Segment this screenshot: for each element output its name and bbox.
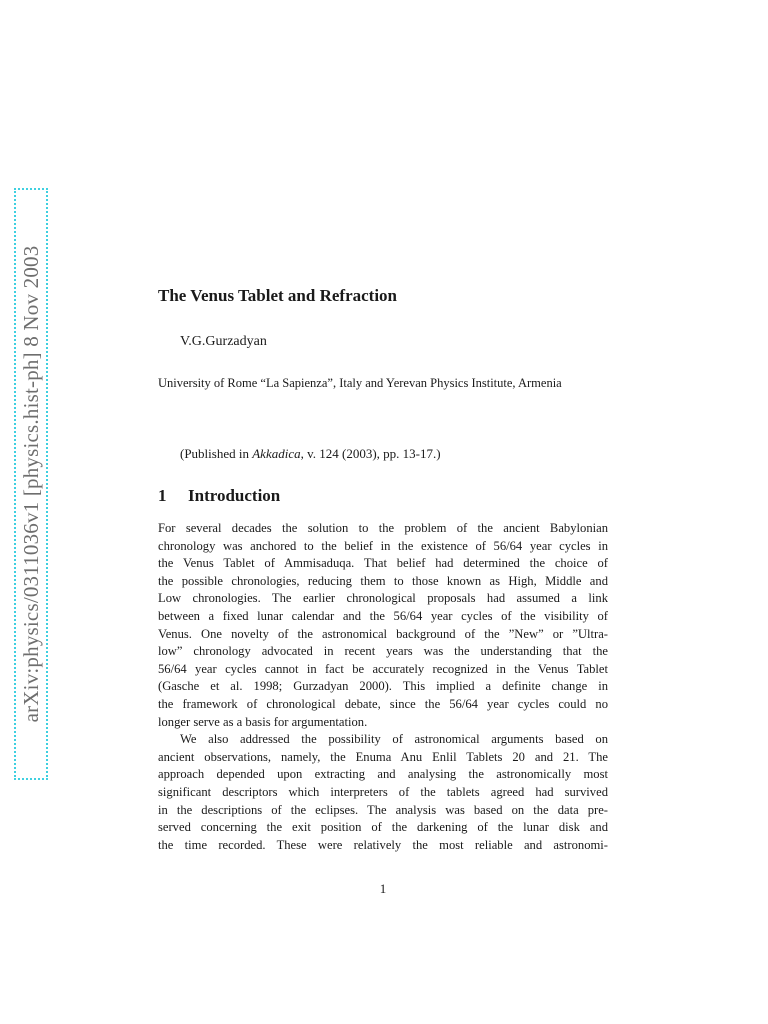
text-line: the Venus Tablet of Ammisaduqa. That belief had determined the choice of <box>158 556 608 571</box>
page-number: 1 <box>379 881 387 896</box>
text-line: low” chronology advocated in recent years was the understanding that the <box>158 644 608 659</box>
text-line: chronology was anchored to the belief in the existence of 56/64 year cycles in <box>158 538 608 553</box>
text-line: ancient observations, namely, the Enuma Anu Enlil Tablets 20 and 21. The <box>158 749 608 764</box>
paragraph-2 <box>158 731 608 854</box>
text-line: the time recorded. These were relatively the most reliable and astronomi- <box>158 837 608 852</box>
text-line: between a fixed lunar calendar and the 56/64 year cycles of the visibility of <box>158 608 608 623</box>
text-line: approach depended upon extracting and analysing the astronomically most <box>158 767 608 782</box>
text-line: in the descriptions of the eclipses. The analysis was based on the data pre- <box>158 802 608 817</box>
text-line: served concerning the exit position of the darkening of the lunar disk and <box>158 820 608 835</box>
publication-prefix: (Published in <box>180 446 253 461</box>
text-line: For several decades the solution to the problem of the ancient Babylonian <box>158 521 608 535</box>
arxiv-identifier: arXiv:physics/0311036v1 [physics.hist-ph] 8 Nov 2003 <box>19 245 43 723</box>
text-line: the framework of chronological debate, since the 56/64 year cycles could no <box>158 696 608 711</box>
section-title: Introduction <box>188 486 281 505</box>
journal-name: Akkadica <box>252 446 301 461</box>
body-text <box>158 520 608 854</box>
publication-note <box>180 446 441 462</box>
text-line: significant descriptors which interpreters of the tablets agreed had survived <box>158 784 608 799</box>
publication-suffix: , v. 124 (2003), pp. 13-17.) <box>300 446 441 461</box>
author-affiliation: University of Rome “La Sapienza”, Italy and Yerevan Physics Institute, Armenia <box>158 376 562 390</box>
text-line: (Gasche et al. 1998; Gurzadyan 2000). This implied a definite change in <box>158 679 608 694</box>
text-line: 56/64 year cycles cannot in fact be accurately recognized in the Venus Tablet <box>158 661 608 676</box>
text-line: Venus. One novelty of the astronomical background of the ”New” or ”Ultra- <box>158 626 608 641</box>
text-line: longer serve as a basis for argumentation. <box>158 714 368 729</box>
section-number: 1 <box>158 486 167 505</box>
paper-title: The Venus Tablet and Refraction <box>158 286 397 305</box>
text-line: the possible chronologies, reducing them to those known as High, Middle and <box>158 573 608 588</box>
text-line: We also addressed the possibility of astronomical arguments based on <box>180 732 608 747</box>
text-line: Low chronologies. The earlier chronological proposals had assumed a link <box>158 591 608 606</box>
author-name: V.G.Gurzadyan <box>180 334 267 349</box>
paragraph-1 <box>158 520 608 731</box>
section-heading <box>158 486 280 506</box>
